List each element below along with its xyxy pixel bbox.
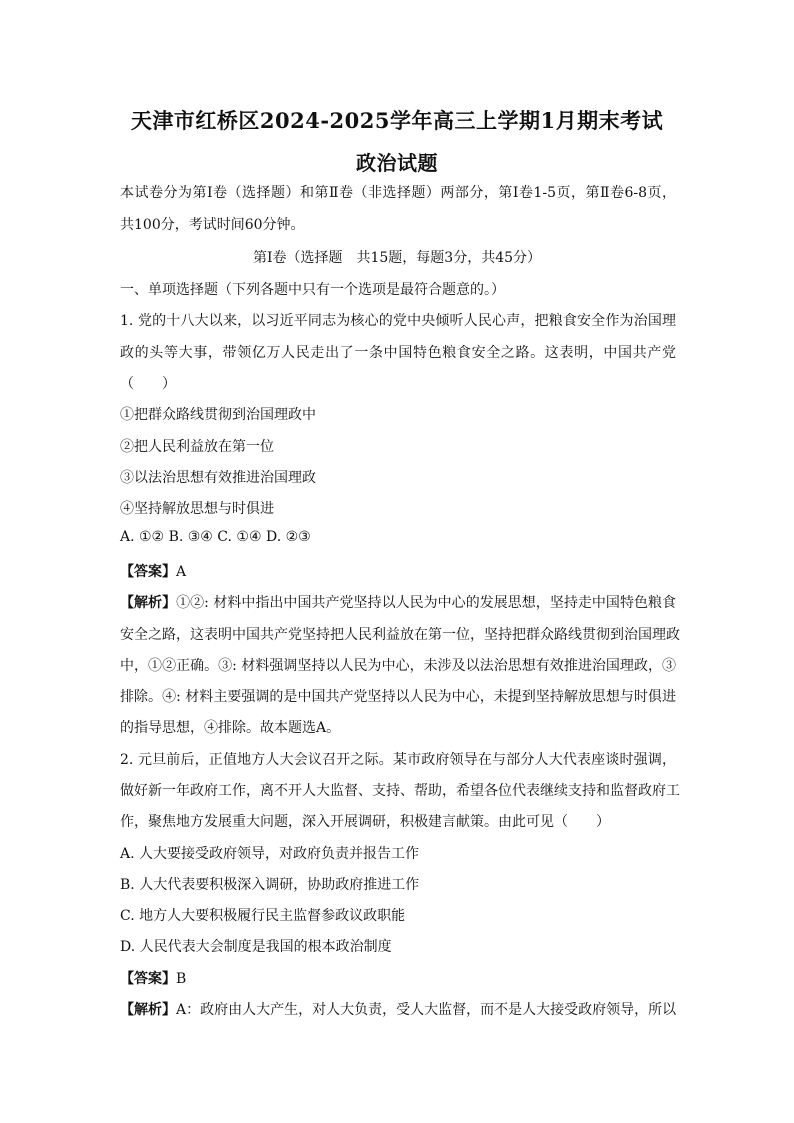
analysis-text: A：政府由人大产生，对人大负责，受人大监督，而不是人大接受政府领导，所以 [176,1002,677,1018]
q1-statement: ①把群众路线贯彻到治国理政中 [120,407,316,423]
q2-stem: 2. 元旦前后，正值地方人大会议召开之际。某市政府领导在与部分人大代表座谈时强调， [120,752,676,768]
intro-line: 本试卷分为第Ⅰ卷（选择题）和第Ⅱ卷（非选择题）两部分，第Ⅰ卷1-5页，第Ⅱ卷6-8页， [120,185,676,201]
q2-stem: 作，聚焦地方发展重大问题，深入开展调研，积极建言献策。由此可见（ ） [120,814,610,830]
q2-option: D. 人民代表大会制度是我国的根本政治制度 [120,939,392,955]
intro-line: 共100分，考试时间60分钟。 [120,217,305,233]
q1-answer-parentheses: （ ） [120,376,176,392]
q1-analysis [120,592,676,612]
q2-analysis [120,999,676,1019]
q1-statement: ③以法治思想有效推进治国理政 [120,470,316,486]
exam-title: 天津市红桥区2024-2025学年高三上学期1月期末考试 [130,108,664,133]
q1-analysis: 安全之路，这表明中国共产党坚持把人民利益放在第一位，坚持把群众路线贯彻到治国理政 [120,627,680,643]
q2-option: A. 人大要接受政府领导，对政府负责并报告工作 [120,846,420,862]
q1-stem: 1. 党的十八大以来，以习近平同志为核心的党中央倾听人民心声，把粮食安全作为治国理 [120,313,676,329]
answer-value: A [176,564,187,580]
exam-subtitle: 政治试题 [356,151,438,175]
q1-analysis: 中，①②正确。③: 材料强调坚持以人民为中心，未涉及以法治思想有效推进治国理政，③ [120,658,676,674]
q2-option: B. 人大代表要积极深入调研，协助政府推进工作 [120,877,420,893]
analysis-label: 【解析】 [120,1002,176,1018]
q1-options: A. ①② B. ③④ C. ①④ D. ②③ [120,529,311,545]
q1-answer [120,561,186,581]
part-heading: 一、单项选择题（下列各题中只有一个选项是最符合题意的。） [120,282,505,298]
analysis-label: 【解析】 [120,595,177,611]
answer-label: 【答案】 [120,564,176,580]
answer-label: 【答案】 [120,971,176,987]
q2-stem: 做好新一年政府工作，离不开人大监督、支持、帮助，希望各位代表继续支持和监督政府工 [120,783,680,799]
q1-analysis: 的指导思想，④排除。故本题选A。 [120,720,341,736]
q1-analysis: 排除。④: 材料主要强调的是中国共产党坚持以人民为中心，未提到坚持解放思想与时俱进 [120,689,676,705]
q2-option: C. 地方人大要积极履行民主监督参政议政职能 [120,908,406,924]
q1-stem: 政的头等大事，带领亿万人民走出了一条中国特色粮食安全之路。这表明，中国共产党 [120,345,676,361]
q2-answer [120,968,186,988]
q1-statement: ④坚持解放思想与时俱进 [120,501,274,517]
analysis-text: ①②: 材料中指出中国共产党坚持以人民为中心的发展思想，坚持走中国特色粮食 [176,595,677,611]
q1-statement: ②把人民利益放在第一位 [120,439,274,455]
answer-value: B [176,971,187,987]
section-heading: 第Ⅰ卷（选择题 共15题，每题3分，共45分） [252,250,542,266]
